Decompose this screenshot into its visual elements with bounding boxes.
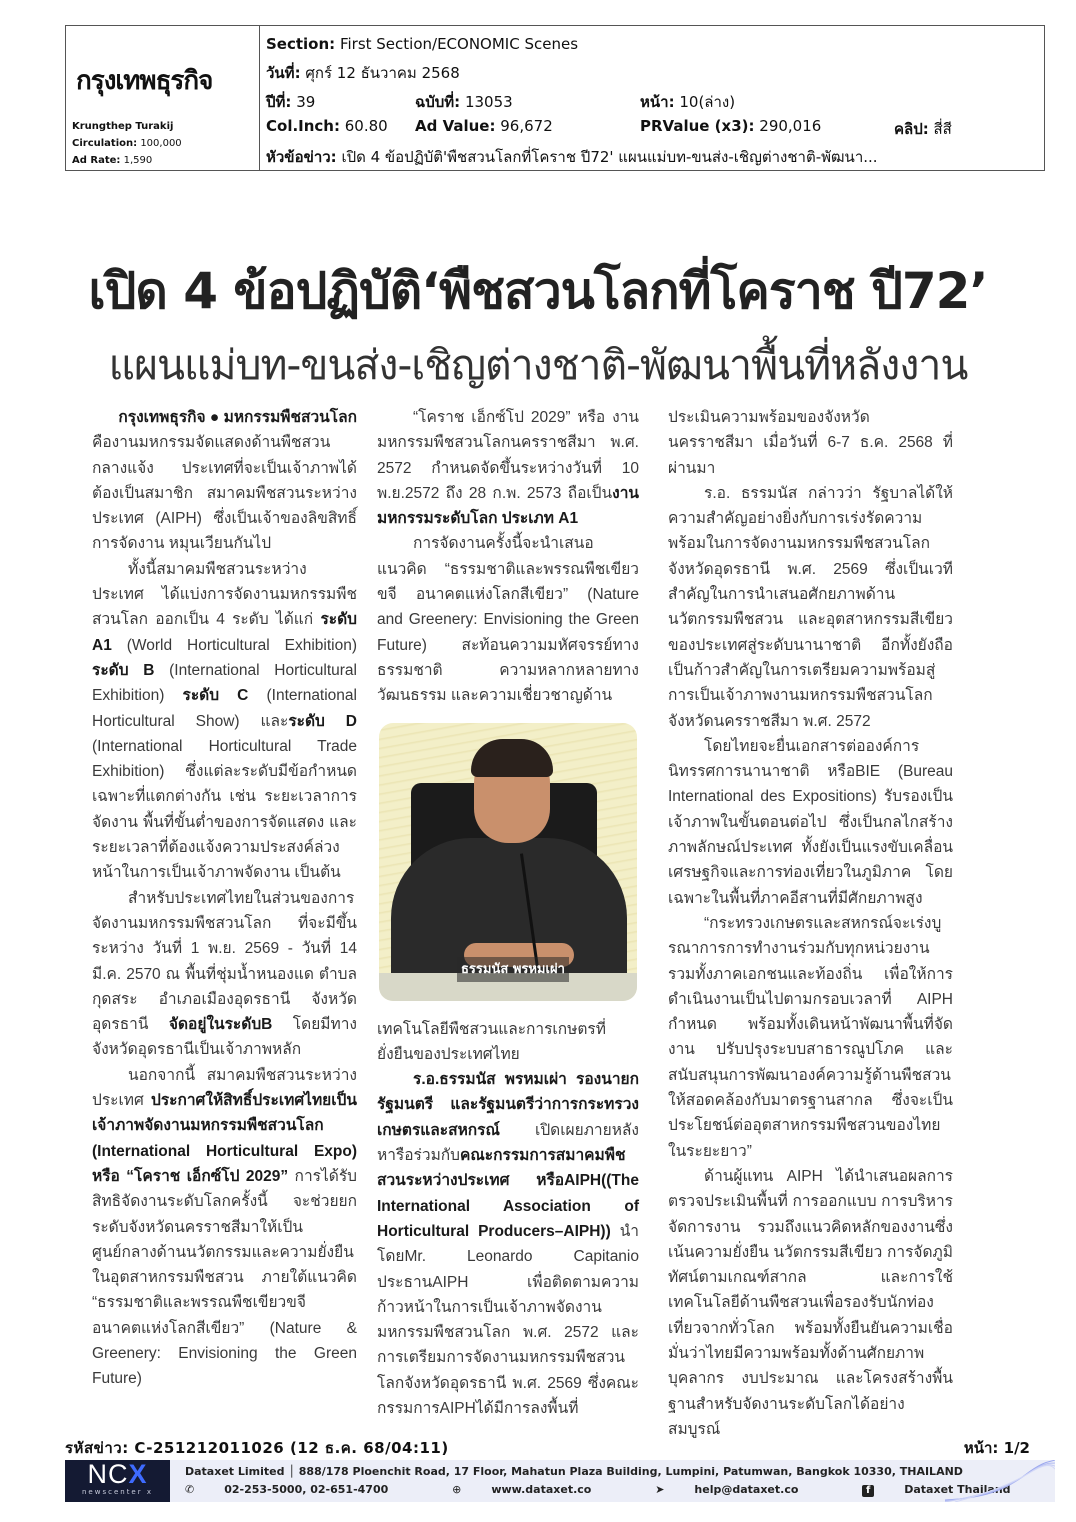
paragraph: ร.อ.ธรรมนัส พรหมเผ่า รองนายกรัฐมนตรี และรัฐมนตรีว่าการกระทรวงเกษตรและสหกรณ์ เปิดเผยภายหลัง หารือร่วมกับคณะกรรมการสมาคมพืชสวนระหว่างประเทศ หรือAIPH((The International Association of Horticultural Producers–AIPH)) นำโดยMr. Leonardo Capitanio ประธานAIPH เพื่อติดตามความก้าวหน้าในการเป็นเจ้าภาพจัดงานมหกรรมพืชสวนโลก พ.ศ. 2572 และการเตรียมการจัดงานมหกรรมพืชสวนโลกจังหวัดอุดรธานี พ.ศ. 2569 ซึ่งคณะกรรมการAIPHได้มีการลงพื้นที่ — [377, 1071, 639, 1418]
paragraph: ร.อ. ธรรมนัส กล่าวว่า รัฐบาลได้ให้ความสำคัญอย่างยิ่งกับการเร่งรัดความพร้อมในการจัดงานมหกรรมพืชสวนโลก จังหวัดอุดรธานี พ.ศ. 2569 ซึ่งเป็นเวทีสำคัญในการนำเสนอศักยภาพด้านนวัตกรรมพืชสวน และอุตสาหกรรมสีเขียวของประเทศสู่ระดับนานาชาติ อีกทั้งยังถือเป็นก้าวสำคัญในการเตรียมความพร้อมสู่การเป็นเจ้าภาพงานมหกรรมพืชสวนโลก จังหวัดนครราชสีมา พ.ศ. 2572 — [668, 484, 953, 730]
paragraph: คืองานมหกรรมจัดแสดงด้านพืชสวนกลางแจ้ง ประเทศที่จะเป็นเจ้าภาพได้ ต้องเป็นสมาชิก สมาคมพืชสวนระหว่างประเทศ (AIPH) ซึ่งเป็นเจ้าของลิขสิทธิ์การจัดงาน หมุนเวียนกันไป — [92, 434, 357, 553]
paragraph: นอกจากนี้ สมาคมพืชสวนระหว่างประเทศ ประกาศให้สิทธิ์ประเทศไทยเป็นเจ้าภาพจัดงานมหกรรมพืชสวนโลก (International Horticultural Expo) หรือ “โคราช เอ็กซ์โป 2029” การได้รับสิทธิจัดงานระดับโลกครั้งนี้ จะช่วยยกระดับจังหวัดนครราชสีมาให้เป็นศูนย์กลางด้านนวัตกรรมและความยั่งยืนในอุตสาหกรรมพืชสวน ภายใต้แนวคิด “ธรรมชาติและพรรณพืชเขียวขจี อนาคตแห่งโลกสีเขียว” (Nature & Greenery: Envisioning the Green Future) — [92, 1066, 357, 1388]
paragraph: “กระทรวงเกษตรและสหกรณ์จะเร่งบูรณาการการทำงานร่วมกับทุกหน่วยงาน รวมทั้งภาคเอกชนและท้องถิ่น เพื่อให้การดำเนินงานเป็นไปตามกรอบเวลาที่ AIPH กำหนด พร้อมทั้งเดินหน้าพัฒนาพื้นที่จัดงาน ปรับปรุงระบบสาธารณูปโภค และสนับสนุนการพัฒนาองค์ความรู้ด้านพืชสวนให้สอดคล้องกับมาตรฐานสากล ซึ่งจะเป็นประโยชน์ต่ออุตสาหกรรมพืชสวนของไทยในระยะยาว” — [668, 914, 953, 1160]
facebook-link[interactable]: f Dataxet Thailand — [862, 1483, 1040, 1496]
publication-logo: กรุงเทพธุรกิจ — [76, 66, 213, 96]
clipping-header — [65, 25, 1045, 171]
pr-value: PRValue (x3): 290,016 — [640, 117, 822, 135]
paragraph: สำหรับประเทศไทยในส่วนของการจัดงานมหกรรมพืชสวนโลก ที่จะมีขึ้นระหว่าง วันที่ 1 พ.ย. 2569 - วันที่ 14 มี.ค. 2570 ณ พื้นที่ชุ่มน้ำหนองแด ตำบลกุดสระ อำเภอเมืองอุดรธานี จังหวัดอุดรธานี จัดอยู่ในระดับB โดยมีทางจังหวัดอุดรธานีเป็นเจ้าภาพหลัก — [92, 889, 357, 1059]
photo-caption: ธรรมนัส พรหมเผ่า — [457, 957, 569, 982]
clip-color: คลิป: สี่สี — [894, 120, 952, 138]
send-icon: ➤ — [655, 1483, 665, 1496]
phone-contact: ✆ 02-253-5000, 02-651-4700 — [185, 1483, 389, 1496]
paragraph: ด้านผู้แทน AIPH ได้นำเสนอผลการตรวจประเมินพื้นที่ การออกแบบ การบริหารจัดการงาน รวมถึงแนวคิดหลักของงานซึ่งเน้นความยั่งยืน นวัตกรรมสีเขียว การจัดภูมิทัศน์ตามเกณฑ์สากล และการใช้เทคโนโลยีด้านพืชสวนเพื่อรองรับนักท่องเที่ยวจากทั่วโลก พร้อมทั้งยืนยันความเชื่อมั่นว่าไทยมีความพร้อมทั้งด้านศักยภาพบุคลากร งบประมาณ และโครงสร้างพื้นฐานสำหรับจัดงานระดับโลกได้อย่างสมบูรณ์ — [668, 1167, 953, 1438]
paragraph: การจัดงานครั้งนี้จะนำเสนอแนวคิด “ธรรมชาติและพรรณพืชเขียวขจี อนาคตแห่งโลกสีเขียว” (Nature and Greenery: Envisioning the Green Future) สะท้อนความมหัศจรรย์ทางธรรมชาติ ความหลากหลายทางวัฒนธรรม และความเชี่ยวชาญด้าน — [377, 535, 639, 705]
paragraph: เทคโนโลยีพืชสวนและการเกษตรที่ยั่งยืนของประเทศไทย — [377, 1020, 606, 1063]
website-link[interactable]: ⊕ www.dataxet.co — [452, 1483, 592, 1496]
article-column-1 — [92, 405, 357, 1392]
section: Section: First Section/ECONOMIC Scenes — [266, 35, 579, 53]
year: ปีที่: 39 — [266, 93, 316, 111]
footer-bar — [65, 1460, 1055, 1502]
paragraph: ทั้งนี้สมาคมพืชสวนระหว่างประเทศ ได้แบ่งการจัดงานมหกรรมพืชสวนโลก ออกเป็น 4 ระดับ ได้แก่ ระดับ A1 (World Horticultural Exhibition) ระดับ B (International Horticultural Exhibition) ระดับ C (International Horticultural Show) และระดับ D (International Horticultural Trade Exhibition) ซึ่งแต่ละระดับมีข้อกำหนดเฉพาะที่แตกต่างกัน เช่น ระยะเวลาการจัดงาน พื้นที่ขั้นต่ำของการจัดแสดง และระยะเวลาที่ต้องแจ้งความประสงค์ล่วงหน้าในการเป็นเจ้าภาพจัดงาน เป็นต้น — [92, 560, 358, 882]
ad-rate: Ad Rate: 1,590 — [72, 155, 153, 166]
issue: ฉบับที่: 13053 — [415, 93, 513, 111]
circulation: Circulation: 100,000 — [72, 138, 182, 149]
byline: กรุงเทพธุรกิจ ● มหกรรมพืชสวนโลก — [118, 409, 357, 426]
person-hair-shape — [471, 739, 553, 777]
article-column-3 — [668, 405, 953, 1442]
publication-name: Krungthep Turakij — [72, 121, 174, 132]
company-address: Dataxet Limited │ 888/178 Ploenchit Road, 17 Floor, Mahatun Plaza Building, Lumpini, Patumwan, Bangkok 10330, THAILAND — [185, 1465, 963, 1478]
article-subtitle: แผนแม่บท-ขนส่ง-เชิญต่างชาติ-พัฒนาพื้นที่หลังงาน — [108, 341, 968, 389]
email-link[interactable]: ➤ help@dataxet.co — [655, 1483, 799, 1496]
contact-row — [185, 1483, 1071, 1497]
page-indicator: หน้า: 1/2 — [963, 1439, 1030, 1457]
paragraph: “โคราช เอ็กซ์โป 2029” หรือ งานมหกรรมพืชสวนโลกนครราชสีมา พ.ศ. 2572 กำหนดจัดขึ้นระหว่างวันที่ 10 พ.ย.2572 ถึง 28 ก.พ. 2573 ถือเป็นงานมหกรรมระดับโลก ประเภท A1 — [377, 409, 639, 528]
date: วันที่: ศุกร์ 12 ธันวาคม 2568 — [266, 64, 460, 82]
article-column-2 — [377, 405, 639, 1421]
article-title: เปิด 4 ข้อปฏิบัติ‘พืชสวนโลกที่โคราช ปี72’ — [88, 262, 988, 320]
clipping-metadata — [266, 26, 1044, 170]
publication-panel — [66, 26, 260, 170]
ncx-logo: NCX newscenter x — [65, 1460, 170, 1502]
globe-icon: ⊕ — [452, 1483, 462, 1496]
paragraph: ประเมินความพร้อมของจังหวัดนครราชสีมา เมื่อวันที่ 6-7 ธ.ค. 2568 ที่ผ่านมา — [668, 409, 953, 477]
headline-summary: หัวข้อข่าว: เปิด 4 ข้อปฏิบัติ'พืชสวนโลกที่โคราช ปี72' แผนแม่บท-ขนส่ง-เชิญต่างชาติ-พัฒนา... — [266, 148, 878, 166]
decorative-wave — [945, 1460, 1055, 1502]
paragraph: โดยไทยจะยื่นเอกสารต่อองค์การนิทรรศการนานาชาติ หรือBIE (Bureau International des Expositions) รับรองเป็นเจ้าภาพในขั้นตอนต่อไป ซึ่งเป็นกลไกสร้างภาพลักษณ์ประเทศ ทั้งยังเป็นแรงขับเคลื่อนเศรษฐกิจและการท่องเที่ยวในภูมิภาค โดยเฉพาะในพื้นที่ภาคอีสานที่มีศักยภาพสูง — [668, 737, 953, 907]
phone-icon: ✆ — [185, 1483, 195, 1496]
facebook-icon: f — [862, 1485, 874, 1497]
col-inch: Col.Inch: 60.80 — [266, 117, 388, 135]
page-number: หน้า: 10(ล่าง) — [640, 93, 736, 111]
ad-value: Ad Value: 96,672 — [415, 117, 553, 135]
portrait-photo — [379, 723, 637, 1001]
news-code: รหัสข่าว: C-251212011026 (12 ธ.ค. 68/04:11) — [65, 1439, 449, 1457]
